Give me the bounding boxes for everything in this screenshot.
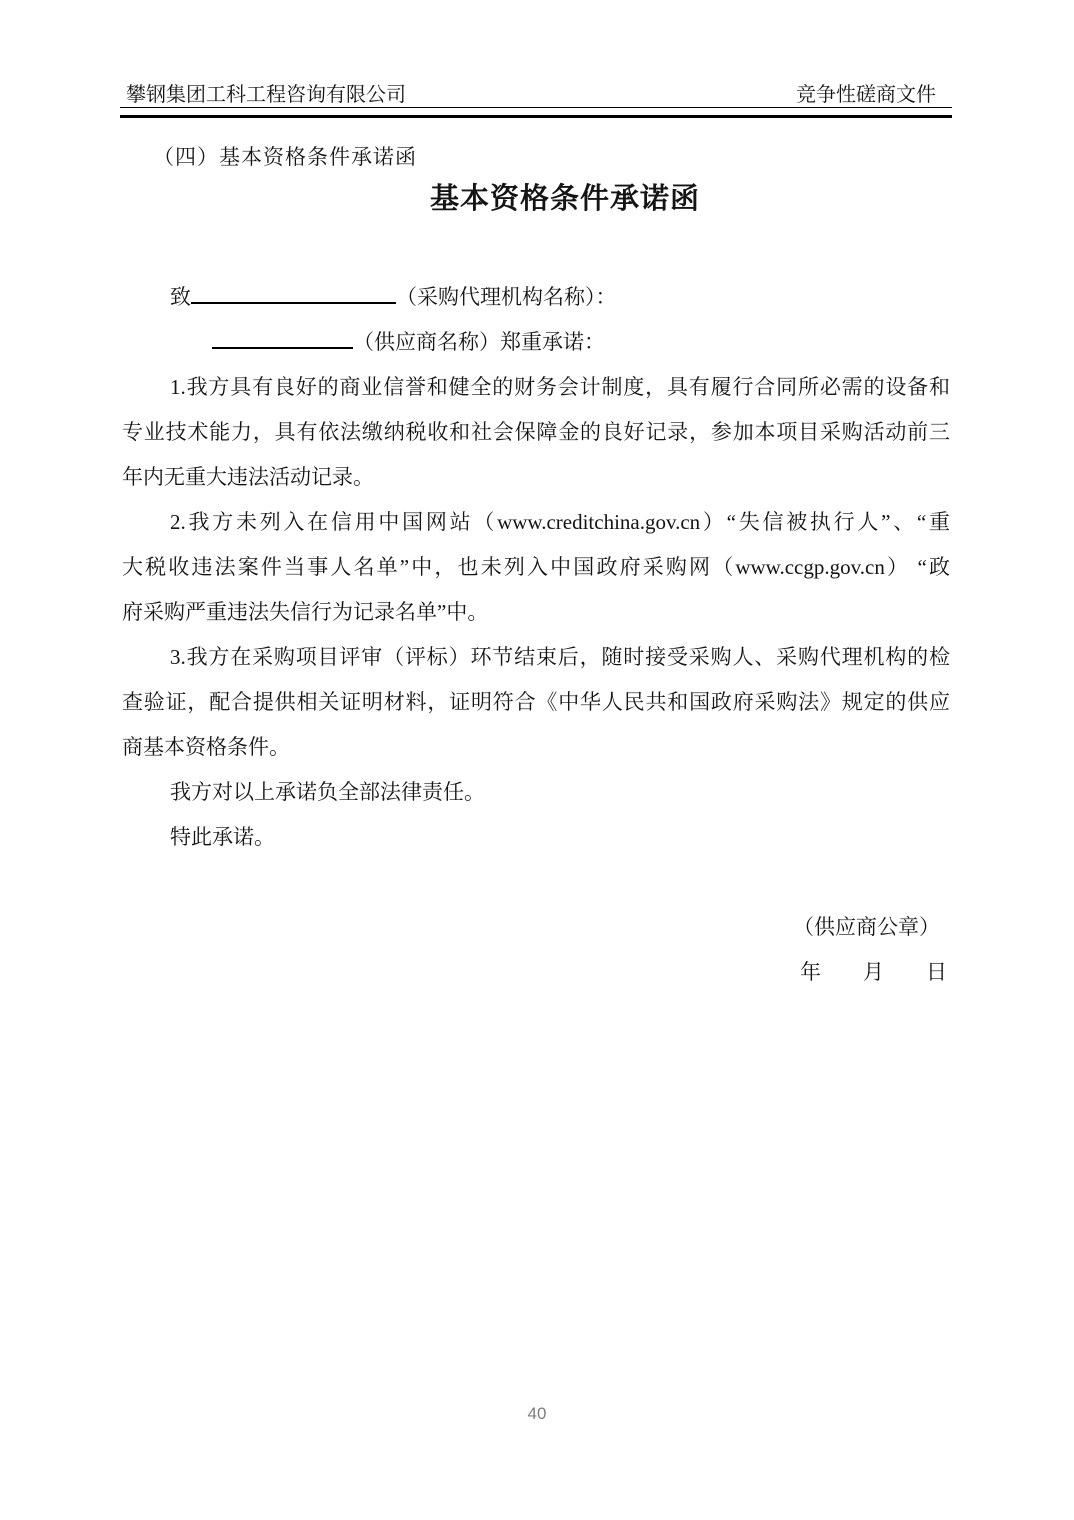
page-number: 40 xyxy=(527,1404,547,1423)
paragraph-line: 查验证，配合提供相关证明材料，证明符合《中华人民共和国政府采购法》规定的供应 xyxy=(122,690,950,714)
paragraph-3 xyxy=(122,635,950,770)
blank-spacer xyxy=(122,860,950,905)
document-body xyxy=(122,275,950,995)
paragraph-line: 府采购严重违法失信行为记录名单”中。 xyxy=(122,600,489,624)
paragraph-1 xyxy=(122,365,950,500)
paragraph-2 xyxy=(122,500,950,635)
paragraph-line: 专业技术能力，具有依法缴纳税收和社会保障金的良好记录，参加本项目采购活动前三 xyxy=(122,420,950,444)
header-company-name: 攀钢集团工科工程咨询有限公司 xyxy=(126,84,406,106)
salutation-line xyxy=(122,275,950,320)
section-label: （四）基本资格条件承诺函 xyxy=(153,145,417,169)
declarer-suffix: （供应商名称）郑重承诺： xyxy=(353,330,605,354)
header-rule xyxy=(120,115,952,118)
paragraph-line: 3.我方在采购项目评审（评标）环节结束后，随时接受采购人、采购代理机构的检 xyxy=(170,645,950,669)
paragraph-line: 大税收违法案件当事人名单”中，也未列入中国政府采购网（www.ccgp.gov.cn） “政 xyxy=(122,555,950,579)
closing-line-liability: 我方对以上承诺负全部法律责任。 xyxy=(170,780,485,804)
supplier-seal-line: （供应商公章） xyxy=(793,915,940,939)
paragraph-line: 年内无重大违法活动记录。 xyxy=(122,465,374,489)
paragraph-line: 1.我方具有良好的商业信誉和健全的财务会计制度，具有履行合同所必需的设备和 xyxy=(170,375,950,399)
header-doc-type: 竞争性磋商文件 xyxy=(796,84,936,106)
supplier-name-blank xyxy=(212,345,353,349)
paragraph-line: 商基本资格条件。 xyxy=(122,735,290,759)
salutation-suffix: （采购代理机构名称）： xyxy=(396,285,617,309)
page-header xyxy=(120,84,952,118)
paragraph-line: 2.我方未列入在信用中国网站（www.creditchina.gov.cn）“失信被执行人”、“重 xyxy=(170,510,950,534)
closing-line-hereby: 特此承诺。 xyxy=(170,825,275,849)
agency-name-blank xyxy=(191,300,396,304)
date-line: 年 月 日 xyxy=(800,960,947,984)
page-header-row xyxy=(120,84,952,108)
page-title: 基本资格条件承诺函 xyxy=(429,183,700,215)
declarer-line xyxy=(122,320,950,365)
salutation-prefix: 致 xyxy=(170,285,191,309)
